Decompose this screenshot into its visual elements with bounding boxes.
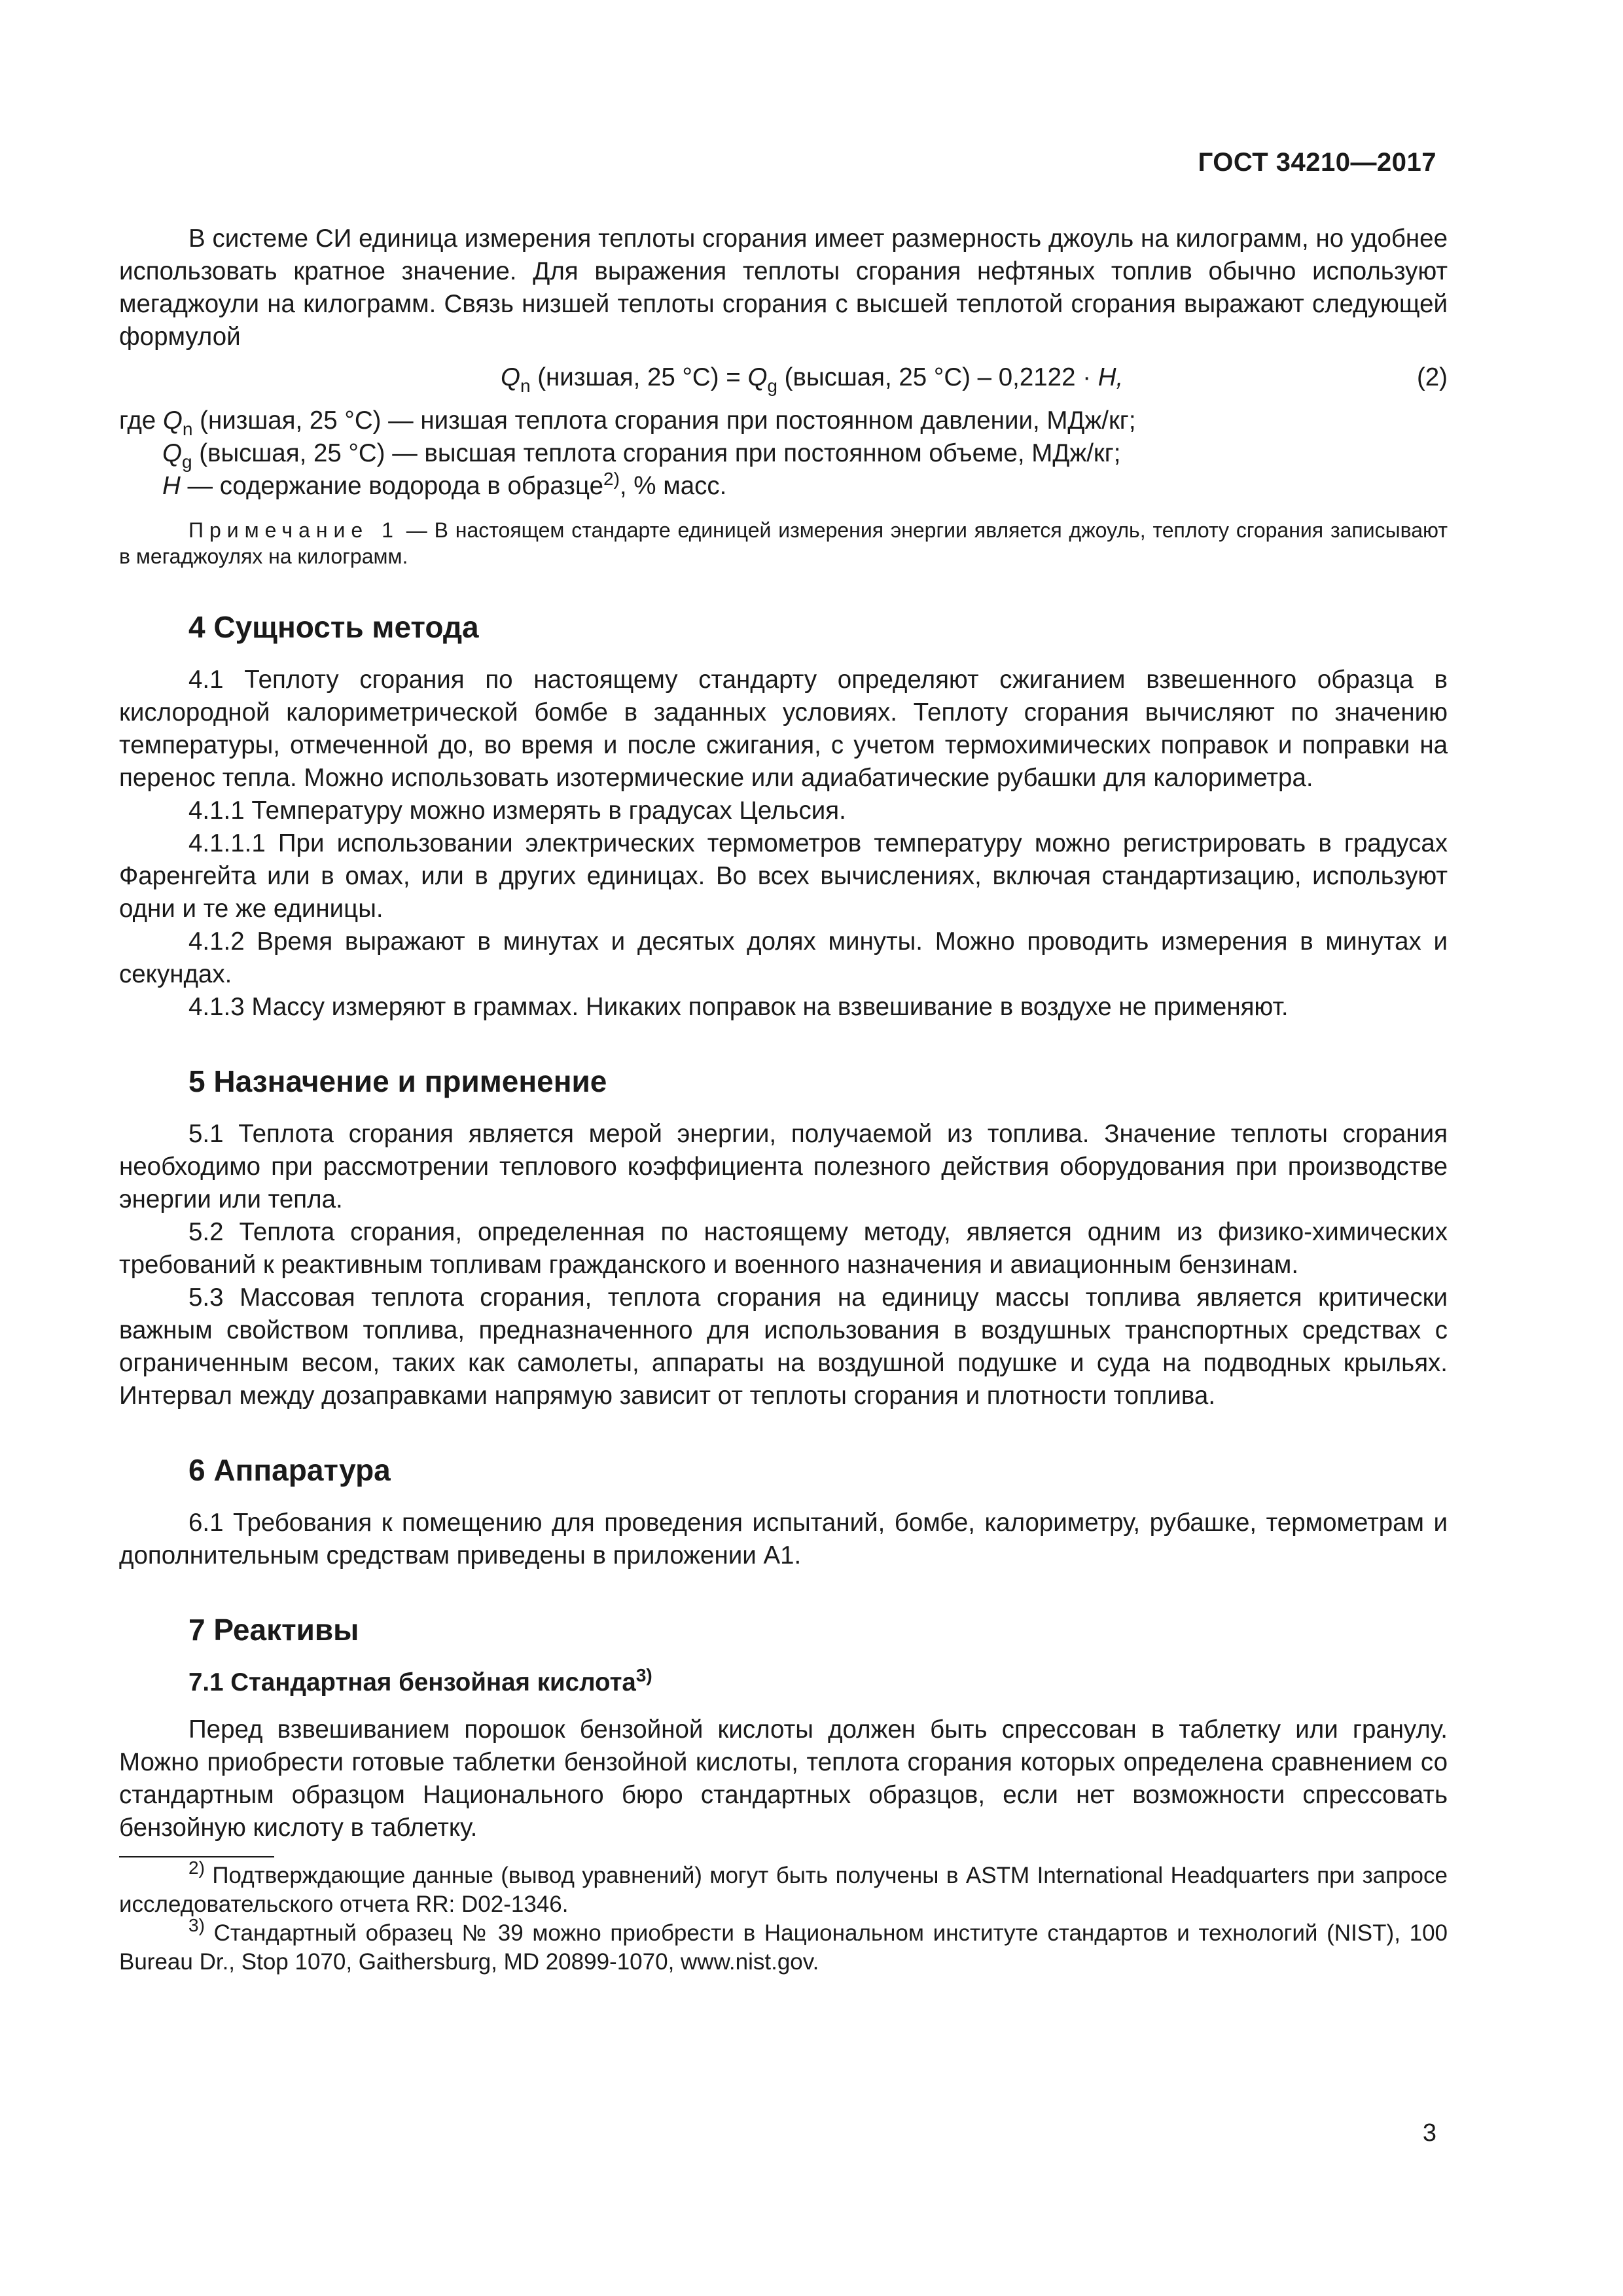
formula-legend: [119, 404, 1448, 503]
paragraph-4-1-2: 4.1.2 Время выражают в минутах и десятых долях минуты. Можно проводить измерения в минутах и секундах.: [119, 927, 1448, 988]
formula-row: [119, 361, 1448, 401]
formula-part-2: (высшая, 25 °C) – 0,2122 ·: [777, 363, 1098, 391]
legend-qg-text: (высшая, 25 °C) — высшая теплота сгорания при постоянном объеме, МДж/кг;: [192, 439, 1121, 467]
paragraph-5-1: 5.1 Теплота сгорания является мерой энергии, получаемой из топлива. Значение теплоты сгорания необходимо при рассмотрении теплового коэффициента полезного действия оборудования при производстве энергии или тепла.: [119, 1120, 1448, 1213]
footnote-2-mark: 2): [188, 1857, 205, 1878]
formula-number: (2): [1416, 363, 1448, 391]
intro-paragraph: В системе СИ единица измерения теплоты сгорания имеет размерность джоуль на килограмм, но удобнее использовать кратное значение. Для выражения теплоты сгорания нефтяных топлив обычно используют мегаджоули на килограмм. Связь низшей теплоты сгорания с высшей теплотой сгорания выражают следующей формулой: [119, 224, 1448, 351]
paragraph-4-1-3: 4.1.3 Массу измеряют в граммах. Никаких поправок на взвешивание в воздухе не применяют.: [188, 993, 1289, 1021]
standard-header: ГОСТ 34210—2017: [1198, 148, 1436, 177]
formula-q-n-subscript: n: [520, 376, 531, 396]
subsection-7-1-title: [119, 1666, 1448, 1699]
formula: [501, 361, 1123, 394]
formula-q-g-subscript: g: [767, 376, 777, 396]
formula-q-n-symbol: Q: [501, 363, 520, 391]
footnote-2: [119, 1857, 1448, 1919]
legend-line-qn: [119, 404, 1448, 437]
legend-h-text: — содержание водорода в образце: [180, 472, 603, 500]
paragraph-4-1-1-1: 4.1.1.1 При использовании электрических термометров температуру можно регистрировать в градусах Фаренгейта или в омах, или в других единицах. Во всех вычислениях, включая стандартизацию, используют одни и те же единицы.: [119, 829, 1448, 923]
section-7-title: 7 Реактивы: [188, 1613, 359, 1647]
legend-h-symbol: H: [162, 472, 181, 500]
formula-part-1: (низшая, 25 °C) =: [530, 363, 748, 391]
paragraph-4-1: 4.1 Теплоту сгорания по настоящему стандарту определяют сжиганием взвешенного образца в кислородной калориметрической бомбе в заданных условиях. Теплоту сгорания вычисляют по значению температуры, отмеченной до, во время и после сжигания, с учетом термохимических поправок и поправки на перенос тепла. Можно использовать изотермические или адиабатические рубашки для калориметра.: [119, 666, 1448, 792]
legend-qg-symbol: Q: [162, 439, 182, 467]
footnote-ref-2[interactable]: 2): [603, 469, 620, 489]
footnote-ref-3[interactable]: 3): [635, 1665, 652, 1685]
legend-qn-symbol: Q: [162, 406, 183, 435]
legend-h-tail: , % масс.: [619, 472, 727, 500]
legend-qn-text: (низшая, 25 °C) — низшая теплота сгорания при постоянном давлении, МДж/кг;: [192, 406, 1136, 435]
formula-q-g-symbol: Q: [747, 363, 768, 391]
legend-line-qg: [119, 437, 1448, 470]
legend-qn-subscript: n: [182, 419, 193, 439]
section-6-title: 6 Аппаратура: [188, 1453, 391, 1487]
note-label: Примечание 1: [188, 518, 399, 542]
note-text: — В настоящем стандарте единицей измерения энергии является джоуль, теплоту сгорания записывают в мегаджоулях на килограмм.: [119, 518, 1448, 568]
paragraph-5-3: 5.3 Массовая теплота сгорания, теплота сгорания на единицу массы топлива является критически важным свойством топлива, предназначенного для использования в воздушных транспортных средствах с ограниченным весом, таких как самолеты, аппараты на воздушной подушке и суда на подводных крыльях. Интервал между дозаправками напрямую зависит от теплоты сгорания и плотности топлива.: [119, 1283, 1448, 1410]
legend-prefix: где: [119, 406, 163, 435]
section-4-title: 4 Сущность метода: [188, 610, 479, 644]
paragraph-4-1-1: 4.1.1 Температуру можно измерять в градусах Цельсия.: [188, 797, 846, 825]
paragraph-5-2: 5.2 Теплота сгорания, определенная по настоящему методу, является одним из физико-химических требований к реактивным топливам гражданского и военного назначения и авиационным бензинам.: [119, 1218, 1448, 1279]
subsection-7-1-text: 7.1 Стандартная бензойная кислота: [188, 1668, 636, 1696]
page-number: 3: [1422, 2119, 1436, 2147]
footnote-2-text: Подтверждающие данные (вывод уравнений) могут быть получены в ASTM International Headquarters при запросе исследовательского отчета RR: D02-1346.: [119, 1863, 1448, 1917]
footnote-3: [119, 1915, 1448, 1977]
legend-qg-subscript: g: [181, 452, 192, 472]
note-1: [119, 517, 1448, 569]
page-content: [119, 223, 1448, 1977]
footnote-3-text: Стандартный образец № 39 можно приобрести в Национальном институте стандартов и технологий (NIST), 100 Bureau Dr., Stop 1070, Gaithersburg, MD 20899-1070, www.nist.gov.: [119, 1920, 1448, 1975]
section-5-title: 5 Назначение и применение: [188, 1064, 607, 1098]
footnote-3-mark: 3): [188, 1915, 205, 1935]
paragraph-6-1: 6.1 Требования к помещению для проведения испытаний, бомбе, калориметру, рубашке, термометрам и дополнительным средствам приведены в приложении А1.: [119, 1509, 1448, 1570]
formula-h-symbol: H,: [1097, 363, 1124, 391]
paragraph-7-1: Перед взвешиванием порошок бензойной кислоты должен быть спрессован в таблетку или гранулу. Можно приобрести готовые таблетки бензойной кислоты, теплота сгорания которых определена сравнением со стандартным образцом Национального бюро стандартных образцов, если нет возможности спрессовать бензойную кислоту в таблетку.: [119, 1715, 1448, 1842]
legend-line-h: [119, 470, 1448, 503]
